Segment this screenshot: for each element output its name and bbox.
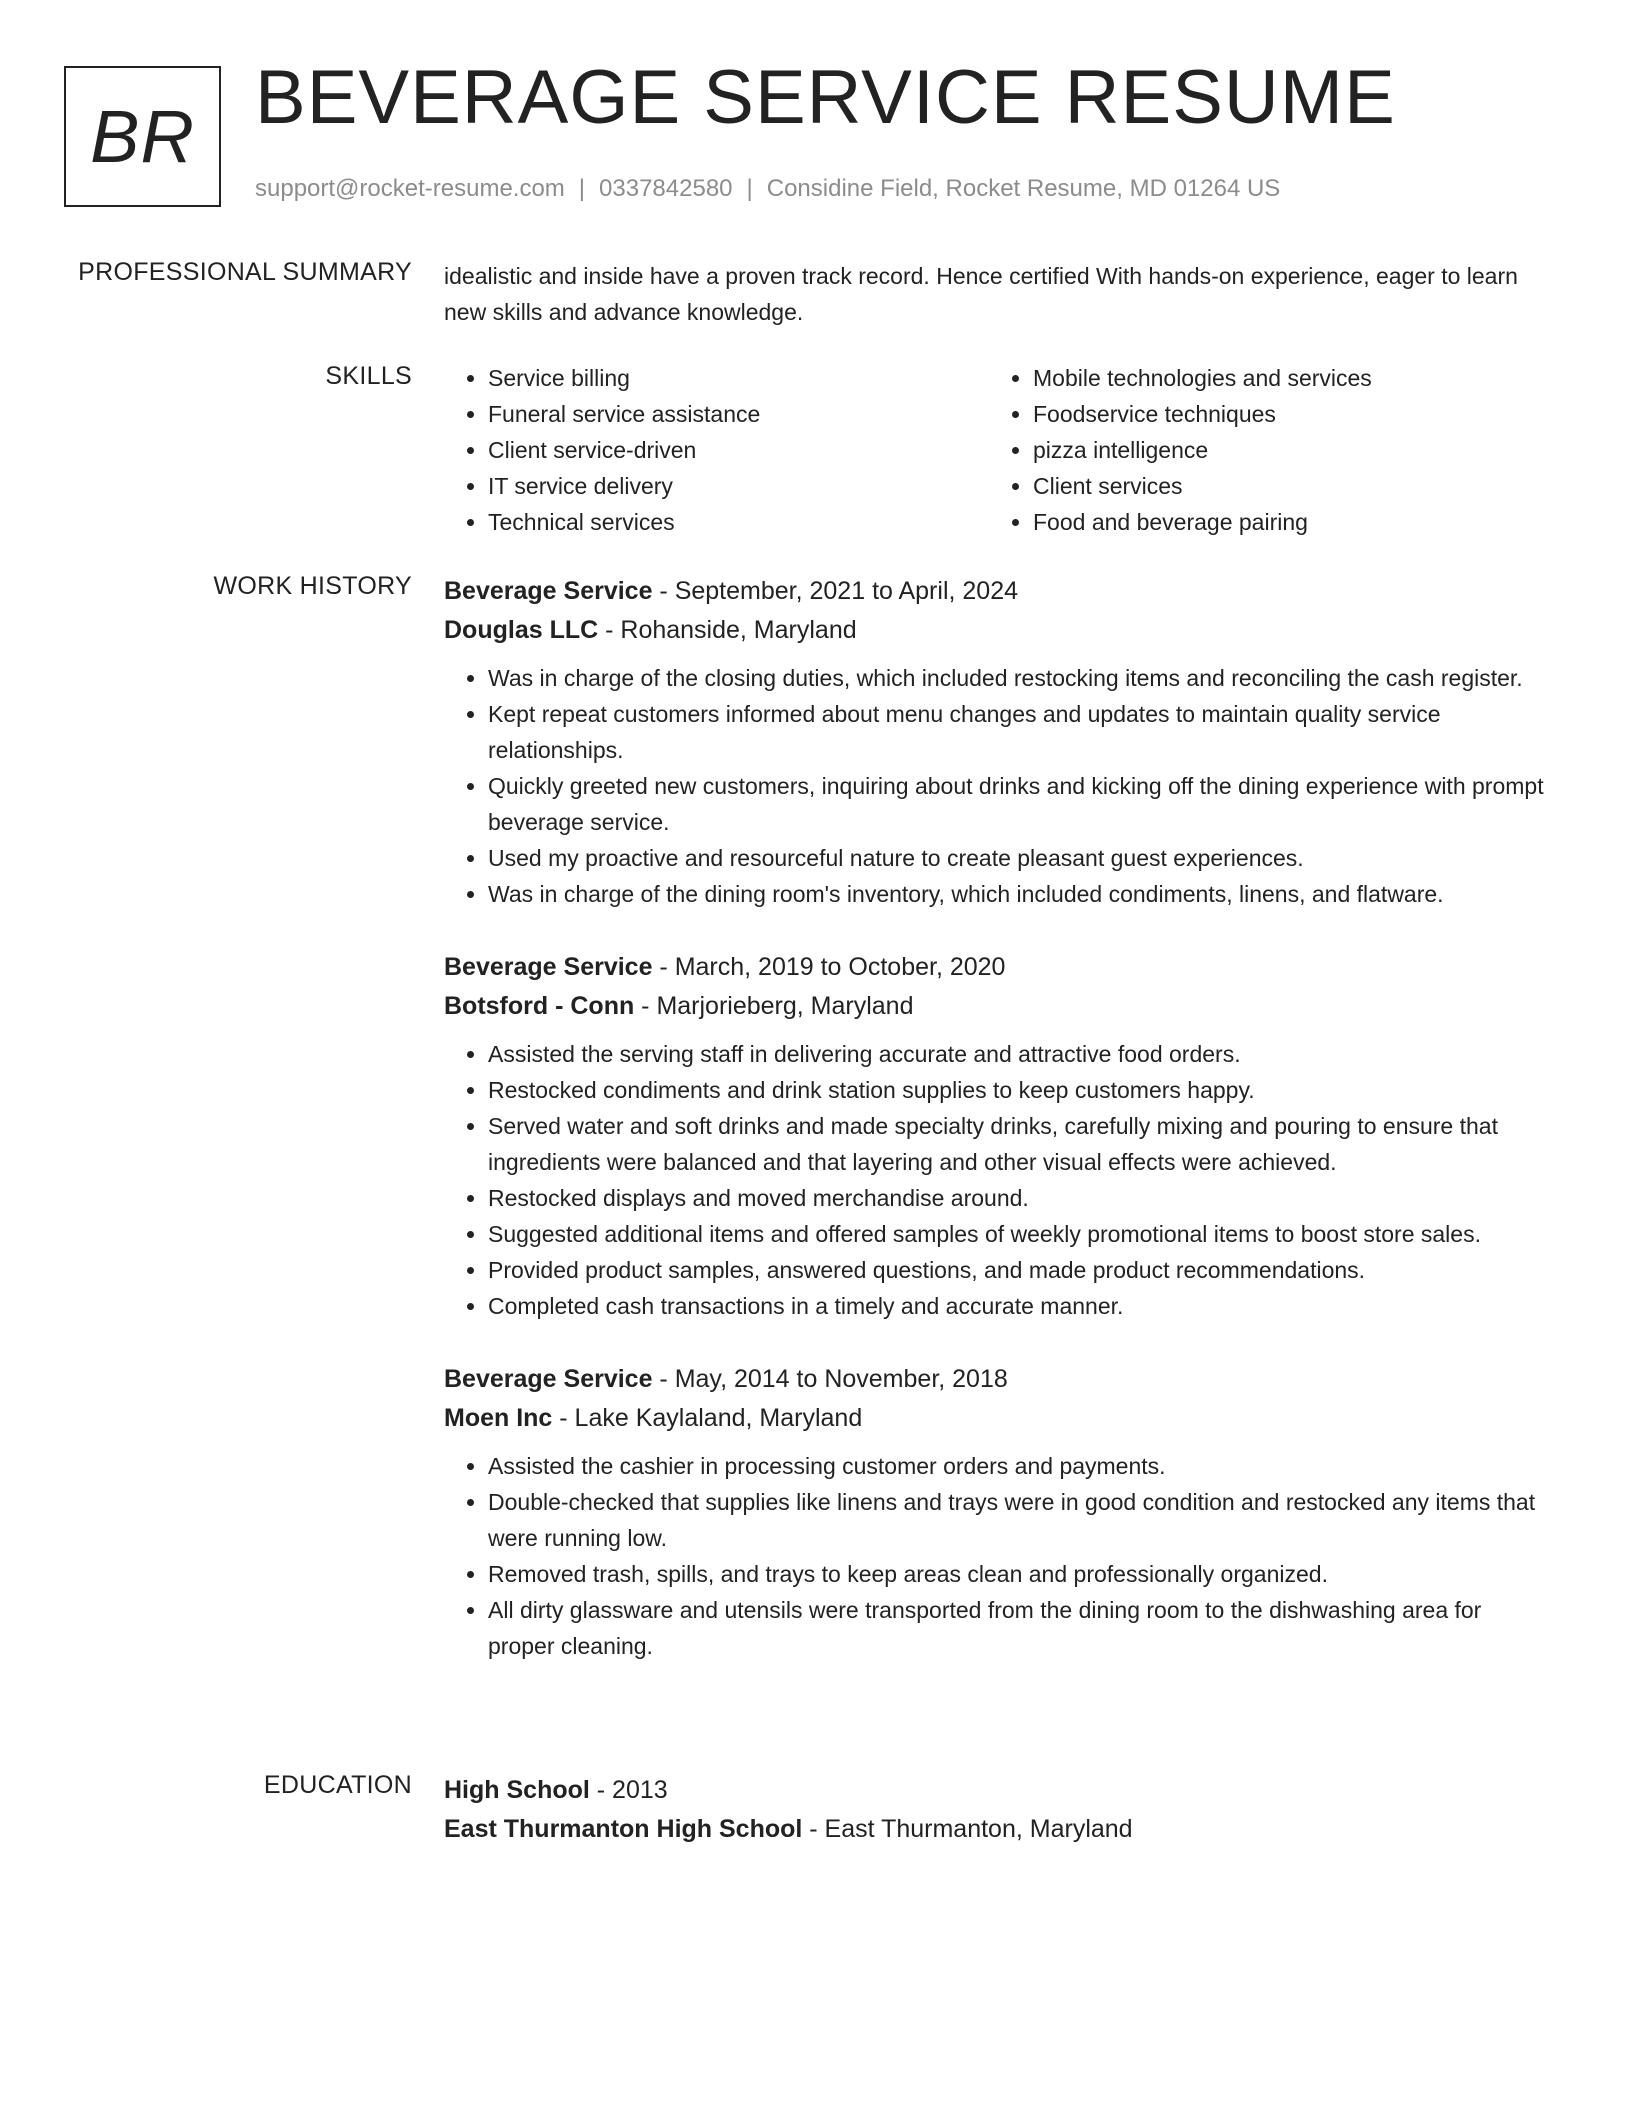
job-title: Beverage Service: [444, 577, 653, 605]
education-school: East Thurmanton High School: [444, 1815, 803, 1843]
skill-item: • Food and beverage pairing: [1033, 504, 1534, 540]
skill-item: • Foodservice techniques: [1033, 396, 1534, 432]
job-bullet: • Provided product samples, answered questions, and made product recommendations.: [488, 1252, 1544, 1288]
contact-address: Considine Field, Rocket Resume, MD 01264 US: [766, 175, 1281, 202]
job-company: Douglas LLC: [444, 616, 599, 644]
job-title-line: [444, 572, 1544, 611]
job-title-line: [444, 1360, 1544, 1399]
skill-item: • IT service delivery: [488, 468, 989, 504]
contact-phone: 0337842580: [599, 175, 733, 202]
job-bullet: • Assisted the serving staff in delivering accurate and attractive food orders.: [488, 1036, 1544, 1072]
job-bullet: • Completed cash transactions in a timely and accurate manner.: [488, 1288, 1544, 1324]
job-bullet: • Served water and soft drinks and made specialty drinks, carefully mixing and pouring to ensure that ingredients were balanced and that layering and other visual effects were achieved.: [488, 1108, 1544, 1180]
job-entry: [444, 572, 1544, 912]
job-bullet: • All dirty glassware and utensils were transported from the dining room to the dishwashing area for proper cleaning.: [488, 1592, 1544, 1664]
job-bullet: • Restocked condiments and drink station supplies to keep customers happy.: [488, 1072, 1544, 1108]
work-history-body: [444, 572, 1544, 1700]
resume-title: BEVERAGE SERVICE RESUME: [255, 55, 1396, 140]
job-bullet: • Restocked displays and moved merchandise around.: [488, 1180, 1544, 1216]
job-title: Beverage Service: [444, 1365, 653, 1393]
education-body: [444, 1771, 1544, 1849]
job-dates: - September, 2021 to April, 2024: [652, 577, 1018, 605]
job-bullet: • Kept repeat customers informed about menu changes and updates to maintain quality service relationships.: [488, 696, 1544, 768]
education-year: - 2013: [589, 1776, 668, 1804]
skill-item: • Mobile technologies and services: [1033, 360, 1534, 396]
skills-body: [444, 362, 1544, 540]
job-company-line: [444, 1399, 1544, 1438]
job-location: - Marjorieberg, Maryland: [634, 992, 914, 1020]
job-bullets: [444, 660, 1544, 912]
section-label-work-history: WORK HISTORY: [213, 572, 412, 600]
job-dates: - March, 2019 to October, 2020: [652, 953, 1006, 981]
education-degree-line: [444, 1771, 1544, 1810]
job-company: Moen Inc: [444, 1404, 553, 1432]
job-company-line: [444, 611, 1544, 650]
skill-item: • Client service-driven: [488, 432, 989, 468]
job-entry: [444, 948, 1544, 1324]
job-location: - Lake Kaylaland, Maryland: [552, 1404, 863, 1432]
job-title: Beverage Service: [444, 953, 653, 981]
job-bullet: • Double-checked that supplies like linens and trays were in good condition and restocked any items that were running low.: [488, 1484, 1544, 1556]
job-bullet: • Removed trash, spills, and trays to keep areas clean and professionally organized.: [488, 1556, 1544, 1592]
job-bullet: • Used my proactive and resourceful nature to create pleasant guest experiences.: [488, 840, 1544, 876]
skill-item: • Funeral service assistance: [488, 396, 989, 432]
skills-list-right: [989, 360, 1534, 540]
skills-columns: [444, 360, 1544, 540]
contact-email: support@rocket-resume.com: [255, 175, 565, 202]
monogram-badge: BR: [64, 66, 221, 207]
job-title-line: [444, 948, 1544, 987]
skill-item: • pizza intelligence: [1033, 432, 1534, 468]
job-entry: [444, 1360, 1544, 1664]
education-location: - East Thurmanton, Maryland: [802, 1815, 1133, 1843]
education-school-line: [444, 1810, 1544, 1849]
job-location: - Rohanside, Maryland: [598, 616, 857, 644]
job-bullets: [444, 1036, 1544, 1324]
job-bullet: • Suggested additional items and offered samples of weekly promotional items to boost store sales.: [488, 1216, 1544, 1252]
job-bullet: • Assisted the cashier in processing customer orders and payments.: [488, 1448, 1544, 1484]
job-bullet: • Was in charge of the closing duties, which included restocking items and reconciling the cash register.: [488, 660, 1544, 696]
contact-separator: |: [746, 175, 753, 202]
job-bullet: • Quickly greeted new customers, inquiring about drinks and kicking off the dining experience with prompt beverage service.: [488, 768, 1544, 840]
job-company-line: [444, 987, 1544, 1026]
contact-separator: |: [578, 175, 586, 202]
section-label-skills: SKILLS: [325, 362, 412, 390]
job-company: Botsford - Conn: [444, 992, 635, 1020]
education-degree: High School: [444, 1776, 590, 1804]
job-bullet: • Was in charge of the dining room's inventory, which included condiments, linens, and flatware.: [488, 876, 1544, 912]
skills-list-left: [444, 360, 989, 540]
summary-text: idealistic and inside have a proven track record. Hence certified With hands-on experience, eager to learn new skills and advance knowledge.: [444, 263, 1518, 325]
section-label-education: EDUCATION: [263, 1771, 412, 1799]
section-label-summary: PROFESSIONAL SUMMARY: [78, 258, 412, 286]
job-bullets: [444, 1448, 1544, 1664]
summary-body: [444, 258, 1544, 330]
job-dates: - May, 2014 to November, 2018: [652, 1365, 1008, 1393]
contact-line: [255, 175, 1280, 203]
skill-item: • Service billing: [488, 360, 989, 396]
skill-item: • Client services: [1033, 468, 1534, 504]
skill-item: • Technical services: [488, 504, 989, 540]
